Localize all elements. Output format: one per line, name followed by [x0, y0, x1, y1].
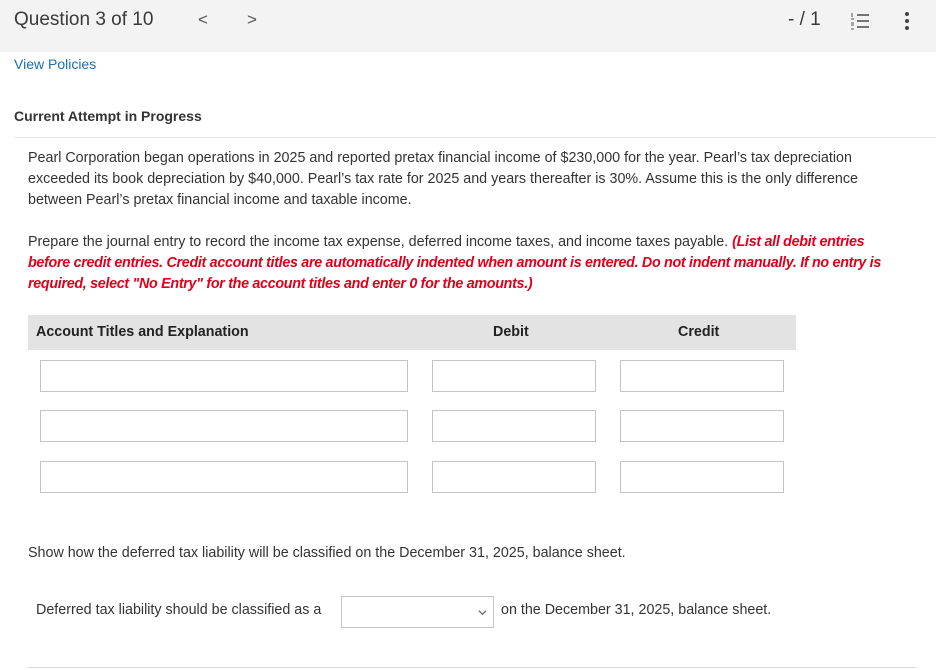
- credit-input[interactable]: [620, 410, 784, 442]
- list-icon[interactable]: [850, 11, 870, 31]
- debit-input[interactable]: [432, 461, 596, 493]
- chevron-down-icon: [478, 608, 487, 617]
- debit-input[interactable]: [432, 410, 596, 442]
- view-policies-link[interactable]: View Policies: [14, 56, 97, 72]
- classification-sentence-start: Deferred tax liability should be classified as a: [36, 602, 322, 618]
- problem-statement: Pearl Corporation began operations in 2025 and reported pretax financial income of $230,000 for the year. Pearl’s tax depreciation exceeded its book depreciation by $40,000. Pearl’s tax rate for 2025 and years thereafter is 30%. Assume this is the only difference between Pearl’s pretax financial income and taxable income.: [28, 150, 858, 208]
- credit-input[interactable]: [620, 360, 784, 392]
- instruction-text: Prepare the journal entry to record the income tax expense, deferred income taxes, and income taxes payable.: [28, 234, 729, 250]
- credit-input[interactable]: [620, 461, 784, 493]
- score-display: - / 1: [788, 9, 821, 30]
- classification-sentence-end: on the December 31, 2025, balance sheet.: [501, 602, 772, 618]
- account-title-input[interactable]: [40, 461, 408, 493]
- more-vertical-icon[interactable]: [900, 11, 914, 31]
- debit-input[interactable]: [432, 360, 596, 392]
- bottom-divider: [28, 667, 916, 668]
- question-header-bar: [0, 0, 936, 52]
- account-title-input[interactable]: [40, 410, 408, 442]
- debit-column-header: Debit: [493, 324, 529, 340]
- instruction-note: (List all debit entries before credit entries. Credit account titles are automatically indented when amount is entered. Do not indent manually. If no entry is required, select "No Entry" for the account titles and enter 0 for the amounts.): [28, 234, 881, 292]
- account-column-header: Account Titles and Explanation: [36, 324, 249, 340]
- section-divider: [14, 137, 936, 138]
- attempt-status-heading: Current Attempt in Progress: [14, 108, 202, 124]
- next-question-button[interactable]: >: [247, 10, 257, 29]
- instructions: [28, 232, 908, 295]
- classification-question: Show how the deferred tax liability will be classified on the December 31, 2025, balance sheet.: [28, 545, 626, 561]
- account-title-input[interactable]: [40, 360, 408, 392]
- question-counter: Question 3 of 10: [14, 9, 154, 30]
- classification-dropdown[interactable]: [341, 596, 494, 628]
- journal-table-header: [28, 315, 796, 350]
- previous-question-button[interactable]: <: [198, 10, 208, 29]
- credit-column-header: Credit: [678, 324, 720, 340]
